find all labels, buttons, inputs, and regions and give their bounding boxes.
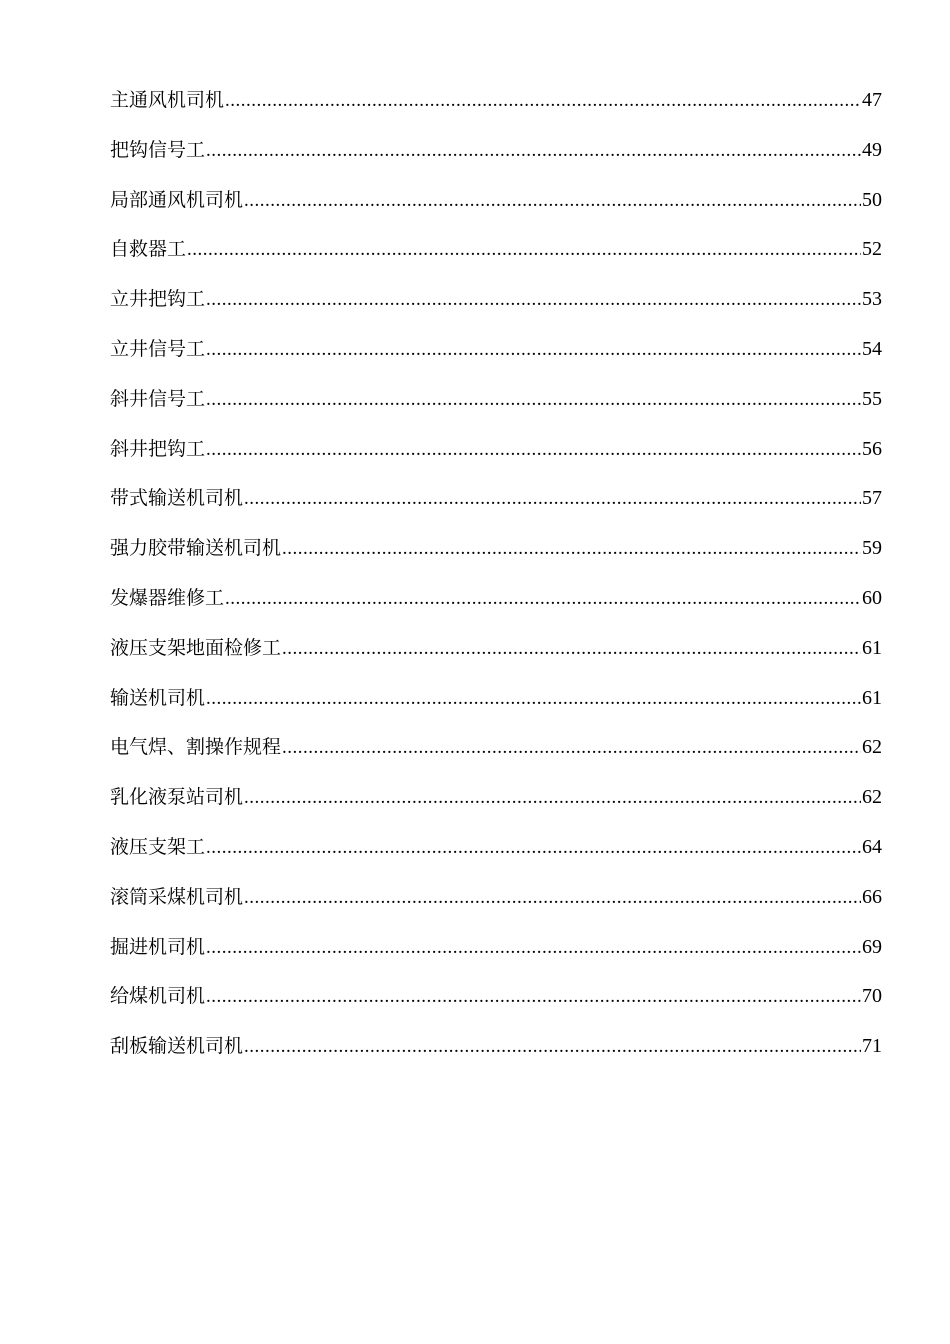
- toc-entry-page: 62: [862, 736, 882, 759]
- toc-entry[interactable]: [110, 532, 882, 582]
- toc-entry-title: 斜井信号工: [110, 387, 206, 410]
- toc-entry-page: 49: [862, 138, 882, 161]
- toc-dot-leader: [206, 434, 861, 466]
- toc-entry-page: 71: [862, 1035, 882, 1058]
- toc-entry[interactable]: [110, 333, 882, 383]
- toc-dot-leader: [244, 185, 861, 217]
- toc-dot-leader: [187, 234, 861, 266]
- table-of-contents: [110, 84, 882, 1080]
- toc-entry[interactable]: [110, 731, 882, 781]
- toc-entry-title: 给煤机司机: [110, 985, 206, 1008]
- toc-entry-page: 62: [862, 786, 882, 809]
- toc-entry[interactable]: [110, 184, 882, 234]
- toc-entry-page: 61: [862, 686, 882, 709]
- toc-dot-leader: [244, 782, 861, 814]
- toc-dot-leader: [282, 732, 861, 764]
- toc-entry-page: 55: [862, 387, 882, 410]
- toc-entry-page: 57: [862, 487, 882, 510]
- toc-entry[interactable]: [110, 831, 882, 881]
- toc-entry-title: 局部通风机司机: [110, 188, 244, 211]
- toc-entry-page: 60: [862, 586, 882, 609]
- toc-entry[interactable]: [110, 1030, 882, 1080]
- toc-entry-page: 50: [862, 188, 882, 211]
- toc-entry[interactable]: [110, 582, 882, 632]
- toc-entry-title: 乳化液泵站司机: [110, 786, 244, 809]
- toc-entry[interactable]: [110, 482, 882, 532]
- toc-entry[interactable]: [110, 433, 882, 483]
- toc-dot-leader: [206, 334, 861, 366]
- toc-entry-title: 电气焊、割操作规程: [110, 736, 282, 759]
- toc-dot-leader: [244, 483, 861, 515]
- toc-entry[interactable]: [110, 134, 882, 184]
- toc-entry-page: 69: [862, 935, 882, 958]
- toc-entry[interactable]: [110, 931, 882, 981]
- toc-entry[interactable]: [110, 233, 882, 283]
- toc-entry[interactable]: [110, 781, 882, 831]
- toc-entry-title: 自救器工: [110, 238, 187, 261]
- toc-entry-page: 70: [862, 985, 882, 1008]
- toc-entry[interactable]: [110, 980, 882, 1030]
- toc-entry-title: 带式输送机司机: [110, 487, 244, 510]
- toc-entry-title: 主通风机司机: [110, 89, 225, 111]
- toc-entry-page: 59: [862, 537, 882, 560]
- toc-entry[interactable]: [110, 632, 882, 682]
- toc-entry-page: 52: [862, 238, 882, 261]
- toc-entry[interactable]: [110, 283, 882, 333]
- toc-entry-page: 53: [862, 288, 882, 311]
- toc-entry-title: 立井把钩工: [110, 288, 206, 311]
- toc-entry-title: 强力胶带输送机司机: [110, 537, 282, 560]
- toc-dot-leader: [225, 85, 861, 117]
- toc-dot-leader: [225, 583, 861, 615]
- toc-dot-leader: [206, 683, 861, 715]
- toc-entry[interactable]: [110, 881, 882, 931]
- toc-entry-title: 滚筒采煤机司机: [110, 885, 244, 908]
- toc-dot-leader: [282, 633, 861, 665]
- toc-entry-page: 47: [862, 89, 882, 111]
- toc-entry-title: 发爆器维修工: [110, 586, 225, 609]
- toc-dot-leader: [206, 932, 861, 964]
- toc-dot-leader: [282, 533, 861, 565]
- toc-entry-title: 掘进机司机: [110, 935, 206, 958]
- toc-dot-leader: [206, 284, 861, 316]
- toc-entry-page: 54: [862, 337, 882, 360]
- toc-entry-title: 把钩信号工: [110, 138, 206, 161]
- toc-entry-title: 输送机司机: [110, 686, 206, 709]
- toc-dot-leader: [244, 1031, 861, 1063]
- toc-entry-page: 61: [862, 636, 882, 659]
- toc-dot-leader: [206, 135, 861, 167]
- toc-entry-page: 56: [862, 437, 882, 460]
- toc-dot-leader: [206, 384, 861, 416]
- toc-entry-title: 液压支架地面检修工: [110, 636, 282, 659]
- toc-entry[interactable]: [110, 383, 882, 433]
- toc-entry-title: 刮板输送机司机: [110, 1035, 244, 1058]
- toc-entry-title: 液压支架工: [110, 835, 206, 858]
- toc-entry-title: 立井信号工: [110, 337, 206, 360]
- toc-dot-leader: [244, 882, 861, 914]
- toc-dot-leader: [206, 832, 861, 864]
- toc-entry-page: 66: [862, 885, 882, 908]
- toc-dot-leader: [206, 981, 861, 1013]
- toc-entry[interactable]: [110, 682, 882, 732]
- toc-entry-page: 64: [862, 835, 882, 858]
- toc-entry-title: 斜井把钩工: [110, 437, 206, 460]
- toc-entry[interactable]: [110, 84, 882, 134]
